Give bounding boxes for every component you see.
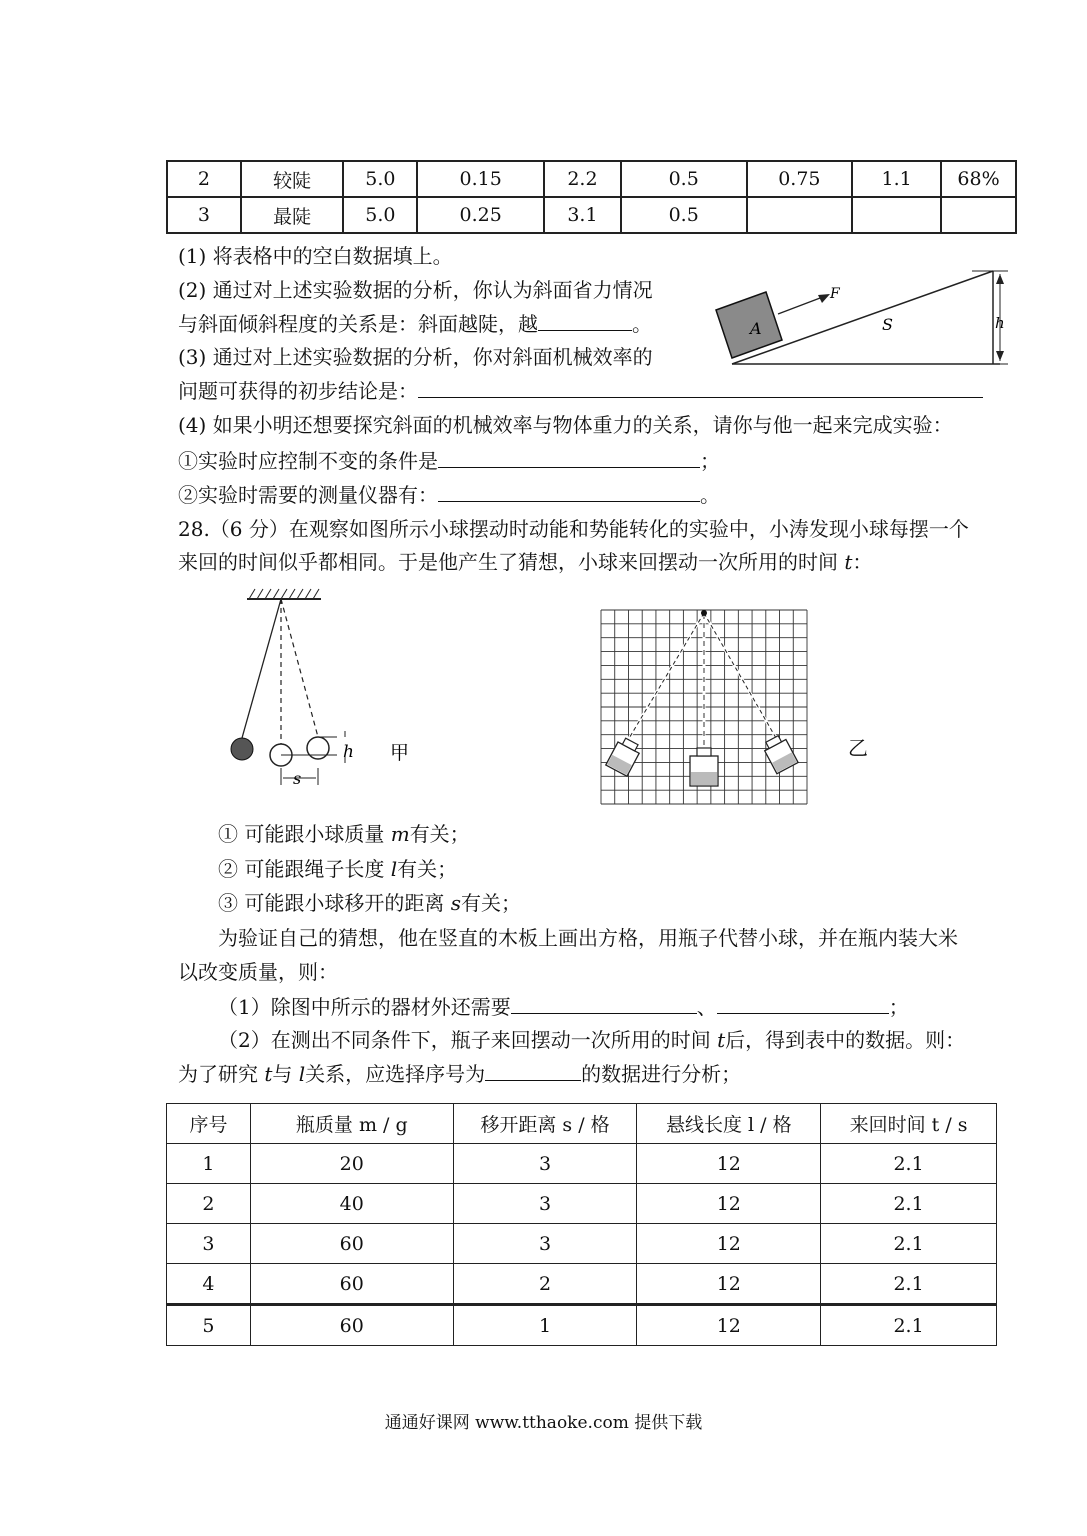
- table-cell: 0.15: [417, 161, 544, 197]
- table-cell: 2.1: [821, 1224, 997, 1264]
- height-label: h: [995, 314, 1005, 332]
- table-cell: 5: [167, 1305, 251, 1346]
- table-cell: 1.1: [852, 161, 941, 197]
- sub-question-text: （2）在测出不同条件下，瓶子来回摆动一次所用的时间: [218, 1028, 718, 1052]
- answer-blank[interactable]: [438, 447, 700, 468]
- table-cell: 最陡: [241, 197, 344, 233]
- table-cell: 60: [250, 1264, 453, 1305]
- q27-part1: (1) 将表格中的空白数据填上。: [178, 244, 453, 268]
- q27-part3-text: 问题可获得的初步结论是：: [178, 379, 418, 403]
- table-cell: 2: [167, 161, 241, 197]
- table-header-cell: 瓶质量 m / g: [250, 1104, 453, 1144]
- ball-raised: [307, 737, 329, 759]
- q27-part2-line1: (2) 通过对上述实验数据的分析，你认为斜面省力情况: [178, 278, 653, 302]
- table-cell: 2: [167, 1184, 251, 1224]
- bottle-right: [761, 733, 798, 773]
- punct: ：: [852, 550, 873, 574]
- guess-text: ② 可能跟绳子长度: [218, 857, 391, 881]
- table-cell: 0.5: [621, 161, 747, 197]
- table-cell: 20: [250, 1144, 453, 1184]
- table-cell: 3.1: [544, 197, 621, 233]
- bottle-left: [606, 736, 643, 776]
- answer-blank[interactable]: [538, 310, 632, 331]
- length-label: S: [882, 315, 893, 334]
- var-s: s: [450, 891, 461, 915]
- table-cell: 60: [250, 1305, 453, 1346]
- table-cell: 3: [453, 1224, 637, 1264]
- pendulum-grid-figure: [598, 608, 810, 806]
- table-header-cell: 悬线长度 l / 格: [637, 1104, 821, 1144]
- table-cell: 4: [167, 1264, 251, 1305]
- punct: 、: [696, 995, 717, 1019]
- verify-line2: 以改变质量，则：: [178, 960, 338, 984]
- answer-blank[interactable]: [511, 993, 697, 1014]
- q27-part2-text: 与斜面倾斜程度的关系是：斜面越陡，越: [178, 312, 538, 336]
- table-cell: 1: [453, 1305, 637, 1346]
- table-cell: 较陡: [241, 161, 344, 197]
- answer-blank[interactable]: [438, 481, 700, 502]
- var-t: t: [717, 1028, 726, 1052]
- var-t: t: [844, 550, 853, 574]
- table-cell: 3: [453, 1144, 637, 1184]
- var-l: l: [390, 857, 398, 881]
- fig-label-yi: 乙: [848, 736, 868, 760]
- h-label: h: [343, 742, 354, 762]
- q27-part4: (4) 如果小明还想要探究斜面的机械效率与物体重力的关系，请你与他一起来完成实验：: [178, 413, 953, 437]
- incline-figure: [710, 262, 1020, 374]
- var-t: t: [264, 1062, 273, 1086]
- punct: 。: [632, 312, 652, 336]
- table-cell: 2: [453, 1264, 637, 1305]
- guess-3: [218, 889, 521, 917]
- table-cell: 2.2: [544, 161, 621, 197]
- verify-line1: 为验证自己的猜想，他在竖直的木板上画出方格，用瓶子代替小球，并在瓶内装大米: [218, 926, 958, 950]
- table-row: [167, 1184, 997, 1224]
- table-row: [167, 1305, 997, 1346]
- answer-blank[interactable]: [485, 1060, 581, 1081]
- sub-question-text: 与: [272, 1062, 299, 1086]
- q27-part3-line2: [178, 377, 983, 405]
- q27-part2-line2: [178, 310, 652, 338]
- table-cell: 5.0: [343, 197, 417, 233]
- table-row: [167, 197, 1016, 233]
- pendulum-figure-jia: [225, 585, 425, 795]
- punct: ；: [700, 449, 720, 473]
- incline-data-table: [166, 160, 1017, 234]
- q28-intro-text: 来回的时间似乎都相同。于是他产生了猜想，小球来回摆动一次所用的时间: [178, 550, 845, 574]
- guess-2: [218, 855, 457, 883]
- block-label: A: [750, 319, 762, 338]
- table-row: [167, 1224, 997, 1264]
- force-label: F: [830, 286, 840, 302]
- punct: 。: [700, 483, 720, 507]
- q27-part4-b: [178, 481, 720, 509]
- sub-question-text: 为了研究: [178, 1062, 265, 1086]
- table-cell: 3: [167, 1224, 251, 1264]
- guess-text: 有关；: [409, 822, 470, 846]
- table-cell: 2.1: [821, 1184, 997, 1224]
- table-row: [167, 1264, 997, 1305]
- fig-label-jia: 甲: [390, 742, 410, 764]
- guess-text: 有关；: [460, 891, 521, 915]
- q27-part4-a: [178, 447, 720, 475]
- answer-blank[interactable]: [418, 377, 983, 398]
- table-cell: 0.25: [417, 197, 544, 233]
- q27-part4-a-text: ①实验时应控制不变的条件是: [178, 449, 438, 473]
- punct: ；: [888, 995, 909, 1019]
- sub-question-1: [218, 993, 909, 1021]
- answer-blank[interactable]: [717, 993, 889, 1014]
- table-cell: 12: [637, 1224, 821, 1264]
- table-header-cell: 序号: [167, 1104, 251, 1144]
- bottle-center: [690, 748, 718, 786]
- table-cell: 2.1: [821, 1144, 997, 1184]
- table-cell: 0.75: [747, 161, 853, 197]
- guess-text: ③ 可能跟小球移开的距离: [218, 891, 451, 915]
- table-cell: [747, 197, 853, 233]
- table-cell: [852, 197, 941, 233]
- table-row: [167, 161, 1016, 197]
- ball-dark: [231, 738, 253, 760]
- q27-part3-line1: (3) 通过对上述实验数据的分析，你对斜面机械效率的: [178, 345, 653, 369]
- page-footer: 通通好课网 www.tthaoke.com 提供下载: [384, 1413, 703, 1433]
- q28-intro-line1: 28.（6 分）在观察如图所示小球摆动时动能和势能转化的实验中，小涛发现小球每摆一个: [178, 517, 969, 541]
- table-cell: 5.0: [343, 161, 417, 197]
- table-cell: 40: [250, 1184, 453, 1224]
- s-label: s: [293, 769, 302, 788]
- var-l: l: [298, 1062, 306, 1086]
- sub-question-2: [218, 1026, 965, 1054]
- sub-question-text: 的数据进行分析；: [581, 1062, 742, 1086]
- guess-1: [218, 820, 470, 848]
- table-cell: 12: [637, 1144, 821, 1184]
- table-cell: 12: [637, 1305, 821, 1346]
- var-m: m: [390, 822, 410, 846]
- table-cell: 12: [637, 1184, 821, 1224]
- table-header-cell: 移开距离 s / 格: [453, 1104, 637, 1144]
- sub-question-text: 后，得到表中的数据。则：: [725, 1028, 966, 1052]
- sub-question-text: 关系，应选择序号为: [305, 1062, 486, 1086]
- table-row: [167, 1144, 997, 1184]
- guess-text: 有关；: [397, 857, 458, 881]
- table-cell: 0.5: [621, 197, 747, 233]
- sub-question-text: （1）除图中所示的器材外还需要: [218, 995, 511, 1019]
- table-cell: 12: [637, 1264, 821, 1305]
- table-cell: 68%: [941, 161, 1016, 197]
- guess-text: ① 可能跟小球质量: [218, 822, 391, 846]
- q27-part4-b-text: ②实验时需要的测量仪器有：: [178, 483, 438, 507]
- table-cell: 2.1: [821, 1305, 997, 1346]
- table-cell: 2.1: [821, 1264, 997, 1305]
- pendulum-data-table: [166, 1103, 997, 1346]
- table-header-row: [167, 1104, 997, 1144]
- sub-question-3: [178, 1060, 741, 1088]
- q28-intro-line2: [178, 548, 872, 576]
- table-cell: [941, 197, 1016, 233]
- table-cell: 1: [167, 1144, 251, 1184]
- block-a: [716, 292, 782, 358]
- table-cell: 3: [167, 197, 241, 233]
- table-header-cell: 来回时间 t / s: [821, 1104, 997, 1144]
- table-cell: 60: [250, 1224, 453, 1264]
- table-cell: 3: [453, 1184, 637, 1224]
